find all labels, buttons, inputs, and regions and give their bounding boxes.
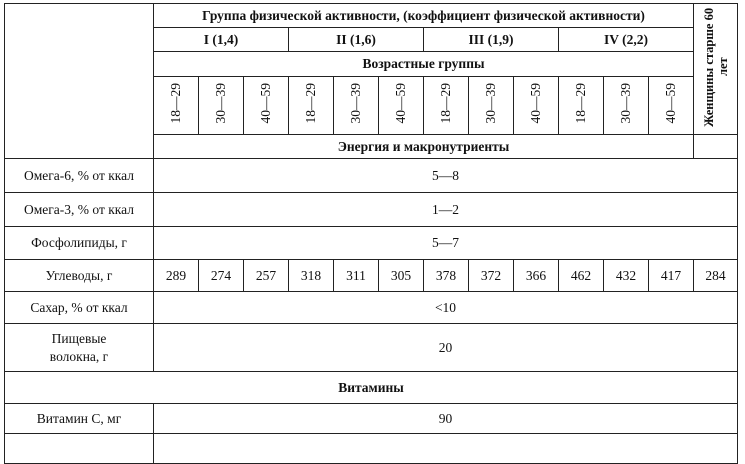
row-label-sugar: Сахар, % от ккал: [5, 292, 154, 324]
carbs-value: 462: [559, 260, 604, 292]
carbs-value: 274: [199, 260, 244, 292]
age-header-cell: [334, 77, 379, 135]
carbs-value: 432: [604, 260, 649, 292]
age-header-cell: [379, 77, 424, 135]
women-over-60-header: [694, 4, 738, 135]
group-header-1: I (1,4): [154, 28, 289, 52]
age-header-cell: [289, 77, 334, 135]
row-label-omega6: Омега-6, % от ккал: [5, 159, 154, 193]
group-header-3: III (1,9): [424, 28, 559, 52]
age-label: 30—39: [348, 83, 363, 124]
table-row: [5, 434, 738, 464]
age-header-cell: [604, 77, 649, 135]
age-label: 18—29: [438, 83, 453, 124]
value-omega3: 1—2: [154, 193, 738, 227]
value-omega6: 5—8: [154, 159, 738, 193]
activity-group-title: Группа физической активности, (коэффициент физической активности): [154, 4, 694, 28]
table-row: [5, 193, 738, 227]
carbs-value: 378: [424, 260, 469, 292]
age-header-cell: [559, 77, 604, 135]
age-label: 30—39: [213, 83, 228, 124]
carbs-value: 311: [334, 260, 379, 292]
age-header-cell: [514, 77, 559, 135]
age-label: 30—39: [483, 83, 498, 124]
group-header-4: IV (2,2): [559, 28, 694, 52]
age-header-cell: [469, 77, 514, 135]
carbs-value: 372: [469, 260, 514, 292]
age-label: 40—59: [258, 83, 273, 124]
table-row: [5, 292, 738, 324]
age-header-cell: [649, 77, 694, 135]
table-row: [5, 404, 738, 434]
value-fiber: 20: [154, 324, 738, 372]
age-header-cell: [424, 77, 469, 135]
group-header-2: II (1,6): [289, 28, 424, 52]
row-label-carbs: Углеводы, г: [5, 260, 154, 292]
section-row: [5, 372, 738, 404]
age-label: 18—29: [573, 83, 588, 124]
carbs-value: 318: [289, 260, 334, 292]
age-header-cell: [244, 77, 289, 135]
empty-cell: [154, 434, 738, 464]
age-label: 40—59: [663, 83, 678, 124]
row-label-omega3: Омега-3, % от ккал: [5, 193, 154, 227]
empty-cell: [694, 135, 738, 159]
carbs-value: 305: [379, 260, 424, 292]
empty-cell: [5, 434, 154, 464]
header-corner-cell: [5, 4, 154, 159]
row-label-vitamin-c: Витамин С, мг: [5, 404, 154, 434]
energy-macronutrients-title: Энергия и макронутриенты: [154, 135, 694, 159]
age-groups-title: Возрастные группы: [154, 52, 694, 77]
value-vitamin-c: 90: [154, 404, 738, 434]
carbs-value: 289: [154, 260, 199, 292]
carbs-value-women: 284: [694, 260, 738, 292]
value-sugar: <10: [154, 292, 738, 324]
table-row: [5, 159, 738, 193]
carbs-value: 257: [244, 260, 289, 292]
fiber-label-line1: Пищевые: [51, 330, 107, 346]
row-label-phospholipids: Фосфолипиды, г: [5, 227, 154, 260]
value-phospholipids: 5—7: [154, 227, 738, 260]
vitamins-section-title: Витамины: [5, 372, 738, 404]
age-label: 40—59: [393, 83, 408, 124]
age-label: 40—59: [528, 83, 543, 124]
carbs-value: 366: [514, 260, 559, 292]
age-header-cell: [199, 77, 244, 135]
carbs-value: 417: [649, 260, 694, 292]
row-label-fiber: [5, 324, 154, 372]
table-row: [5, 324, 738, 372]
table-row: [5, 227, 738, 260]
age-header-cell: [154, 77, 199, 135]
age-label: 30—39: [618, 83, 633, 124]
women-over-60-label: Женщины старше 60 лет: [701, 7, 730, 127]
fiber-label-line2: волокна, г: [49, 348, 109, 364]
age-label: 18—29: [168, 83, 183, 124]
nutrient-norms-table: [4, 3, 738, 464]
age-label: 18—29: [303, 83, 318, 124]
table-row: [5, 260, 738, 292]
